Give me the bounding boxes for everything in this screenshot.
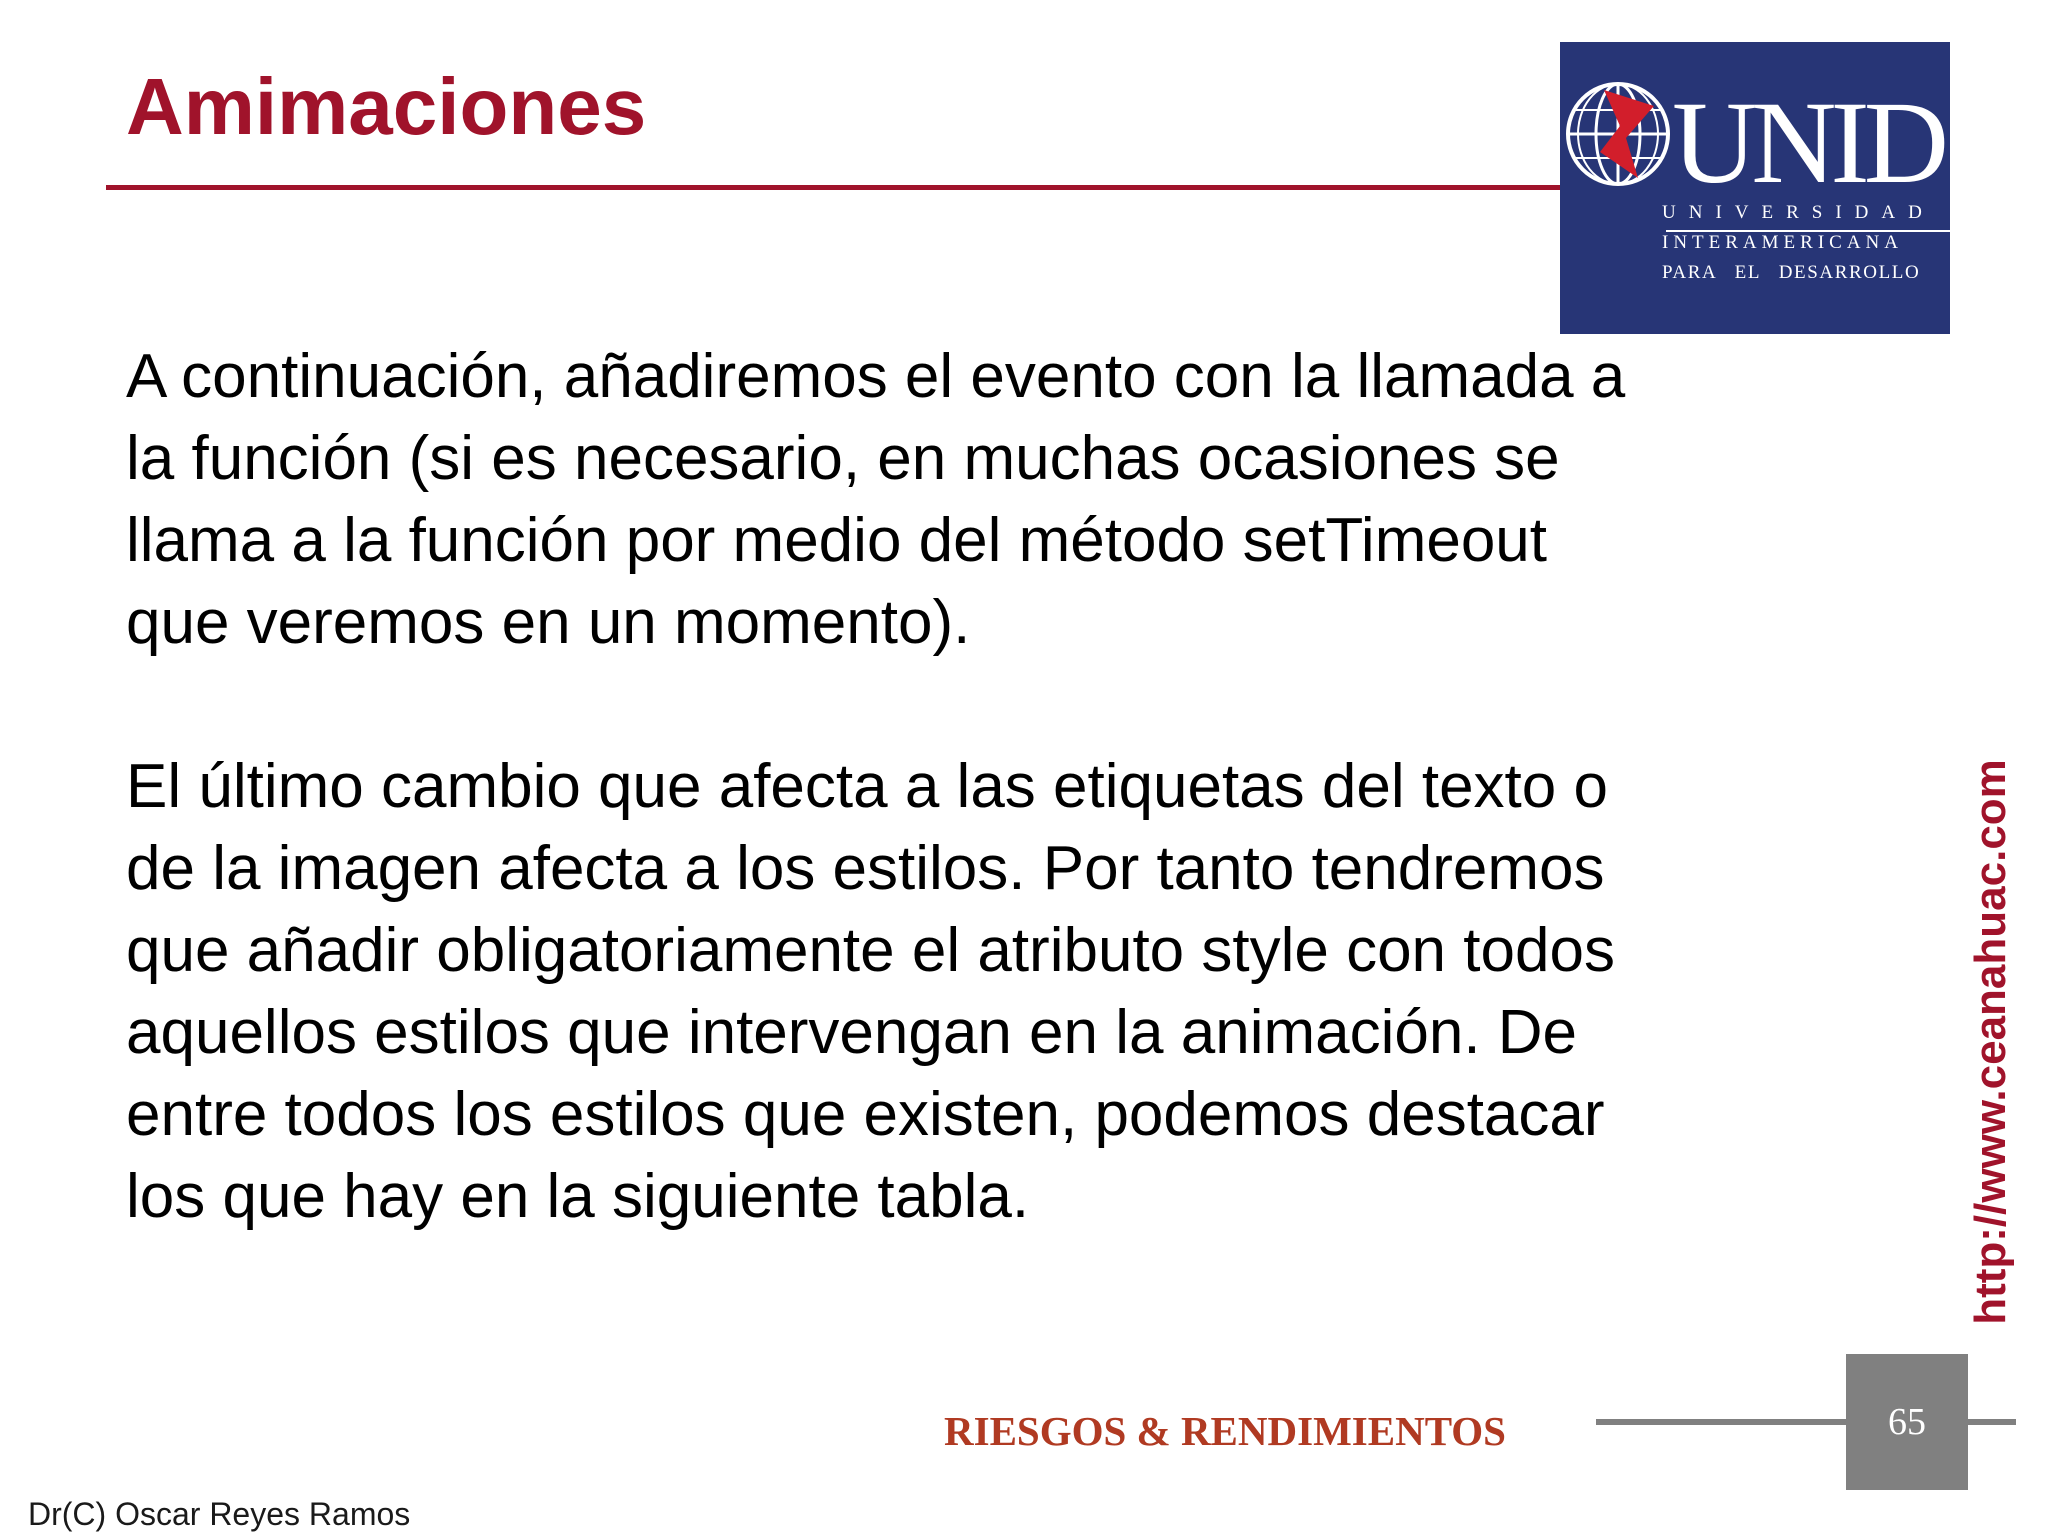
website-url-text: http://www.ceanahuac.com <box>1966 759 2015 1325</box>
text-line: la función (si es necesario, en muchas ocasiones se <box>126 424 1560 493</box>
unid-logo <box>1560 42 1950 334</box>
text-line: aquellos estilos que intervengan en la animación. De <box>126 998 1578 1067</box>
website-link[interactable] <box>1962 712 2020 1372</box>
text-line: que añadir obligatoriamente el atributo style con todos <box>126 916 1615 985</box>
logo-subtitle-line-1: UNIVERSIDAD <box>1662 202 1935 223</box>
text-line: de la imagen afecta a los estilos. Por tanto tendremos <box>126 834 1605 903</box>
text-line: llama a la función por medio del método setTimeout <box>126 506 1548 575</box>
text-line: entre todos los estilos que existen, podemos destacar <box>126 1080 1605 1149</box>
text-line: los que hay en la siguiente tabla. <box>126 1162 1030 1231</box>
footer-course-title: RIESGOS & RENDIMIENTOS <box>944 1408 1506 1454</box>
author-credit: Dr(C) Oscar Reyes Ramos <box>28 1496 411 1532</box>
logo-wordmark: UNID <box>1672 77 1943 208</box>
title-underline <box>106 185 1569 190</box>
body-paragraph-2 <box>126 746 1826 1238</box>
text-line: El último cambio que afecta a las etiquetas del texto o <box>126 752 1608 821</box>
logo-subtitle-line-2: INTERAMERICANA <box>1662 232 1903 253</box>
logo-subtitle-line-3: PARA EL DESARROLLO <box>1662 262 1921 283</box>
page-number-box <box>1846 1354 1968 1490</box>
slide-title: Amimaciones <box>126 62 647 151</box>
body-paragraph-1 <box>126 336 1826 664</box>
page-number: 65 <box>1888 1401 1926 1443</box>
text-line: que veremos en un momento). <box>126 588 971 657</box>
text-line: A continuación, añadiremos el evento con la llamada a <box>126 342 1626 411</box>
